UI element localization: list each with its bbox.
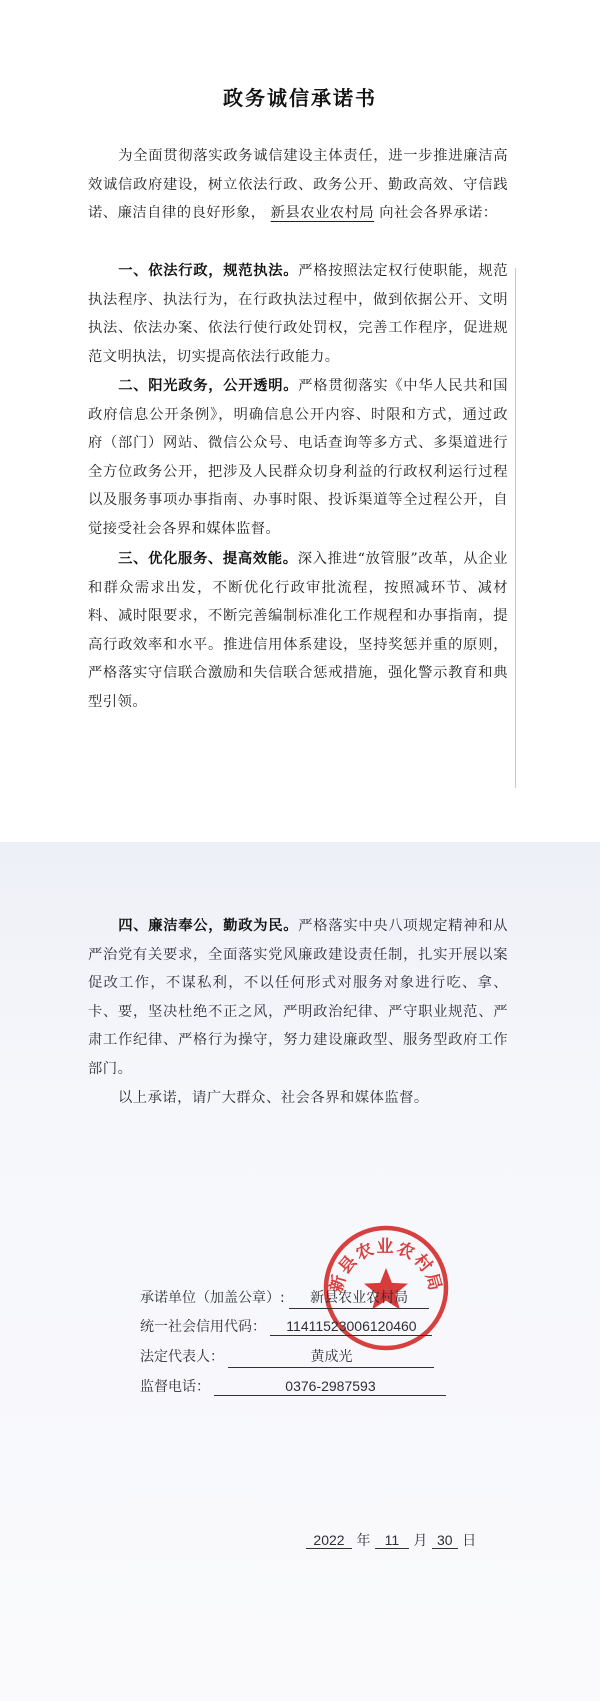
- section-3-body: 深入推进“放管服”改革，从企业和群众需求出发，不断优化行政审批流程，按照减环节、减材料、减时限要求，不断完善编制标准化工作规程和办事指南，提高行政效率和水平。推进信用体系建设，坚持奖惩并重的原则，严格落实守信联合激励和失信联合惩戒措施，强化警示教育和典型引领。: [88, 551, 509, 710]
- document-page-1: [0, 0, 600, 830]
- section-3-heading: 三、优化服务、提高效能。: [118, 551, 298, 567]
- signing-date: [306, 1530, 476, 1550]
- date-day-unit: 日: [462, 1533, 477, 1549]
- date-month: 11: [375, 1532, 409, 1549]
- document-page-2: [0, 842, 600, 1701]
- org-name: 新县农业农村局: [270, 205, 375, 222]
- signature-rep-row: [140, 1346, 434, 1368]
- section-3: [88, 545, 508, 717]
- credit-label: 统一社会信用代码：: [140, 1319, 266, 1335]
- rep-label: 法定代表人：: [140, 1349, 224, 1365]
- closing-paragraph: [88, 1084, 508, 1113]
- intro-paragraph: [88, 142, 508, 228]
- section-2-heading: 二、阳光政务，公开透明。: [118, 378, 299, 394]
- signature-unit-row: [140, 1287, 429, 1309]
- credit-value: 11411523006120460: [270, 1318, 432, 1336]
- page-edge-shadow: [515, 268, 516, 788]
- section-1-heading: 一、依法行政，规范执法。: [118, 263, 299, 279]
- section-2: [88, 372, 508, 544]
- section-2-body: 严格贯彻落实《中华人民共和国政府信息公开条例》，明确信息公开内容、时限和方式，通过政府（部门）网站、微信公众号、电话查询等多方式、多渠道进行全方位政务公开，把涉及人民群众切身利益的行政权利运行过程以及服务事项办事指南、办事时限、投诉渠道等全过程公开，自觉接受社会各界和媒体监督。: [88, 378, 508, 537]
- signature-credit-row: [140, 1316, 432, 1336]
- unit-value: 新县农业农村局: [289, 1287, 429, 1309]
- closing-text: 以上承诺，请广大群众、社会各界和媒体监督。: [118, 1090, 429, 1106]
- seal-text: 新县农业农村局: [326, 1237, 446, 1295]
- date-year: 2022: [306, 1532, 352, 1549]
- section-1-body: 严格按照法定权行使职能，规范执法程序、执法行为，在行政执法过程中，做到依据公开、文明执法、依法办案、依法行使行政处罚权，完善工作程序，促进规范文明执法，切实提高依法行政能力。: [88, 263, 508, 365]
- date-year-unit: 年: [356, 1533, 371, 1549]
- section-1: [88, 257, 508, 371]
- signature-phone-row: [140, 1376, 446, 1396]
- date-month-unit: 月: [413, 1533, 428, 1549]
- phone-label: 监督电话：: [140, 1379, 210, 1395]
- rep-value: 黄成光: [228, 1346, 434, 1368]
- section-4-body: 严格落实中央八项规定精神和从严治党有关要求，全面落实党风廉政建设责任制，扎实开展以案促改工作，不谋私利，不以任何形式对服务对象进行吃、拿、卡、要，坚决杜绝不正之风，严明政治纪律、严守职业规范、严肃工作纪律、严格行为操守，努力建设廉政型、服务型政府工作部门。: [88, 918, 508, 1077]
- date-day: 30: [432, 1532, 458, 1549]
- phone-value: 0376-2987593: [214, 1378, 446, 1396]
- intro-text: 为全面贯彻落实政务诚信建设主体责任，进一步推进廉洁高效诚信政府建设，树立依法行政、政务公开、勤政高效、守信践诺、廉洁自律的良好形象，: [88, 148, 508, 222]
- intro-ending: 向社会各界承诺：: [379, 205, 498, 222]
- document-title: 政务诚信承诺书: [223, 86, 377, 110]
- section-4-heading: 四、廉洁奉公，勤政为民。: [118, 918, 299, 934]
- section-4: [88, 912, 508, 1084]
- unit-label: 承诺单位（加盖公章）:: [140, 1290, 285, 1306]
